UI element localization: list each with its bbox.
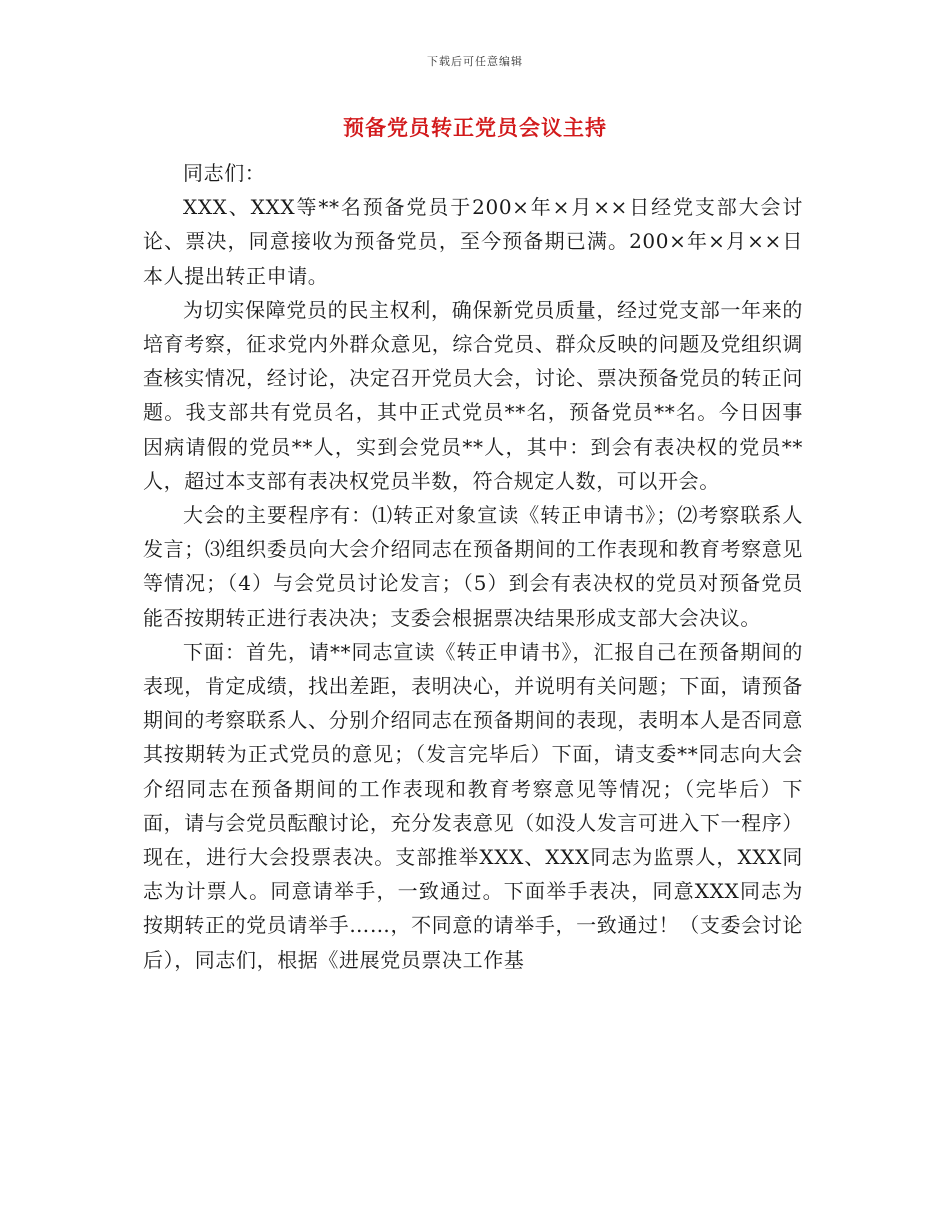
document-title: 预备党员转正党员会议主持: [343, 115, 607, 140]
paragraph-procedure: 大会的主要程序有：⑴转正对象宣读《转正申请书》；⑵考察联系人发言；⑶组织委员向大会介绍同志在预备期间的工作表现和教育考察意见等情况；（4）与会党员讨论发言；（5）到会有表决权的党员对预备党员能否按期转正进行表决决；支委会根据票决结果形成支部大会决议。: [143, 503, 803, 630]
header-note: 下载后可任意编辑: [427, 55, 523, 68]
paragraph-background: XXX、XXX等**名预备党员于200×年×月××日经党支部大会讨论、票决，同意接收为预备党员，至今预备期已满。200×年×月××日本人提出转正申请。: [143, 195, 803, 288]
document-body: [143, 156, 803, 977]
paragraph-proceedings: 下面：首先，请**同志宣读《转正申请书》，汇报自己在预备期间的表现，肯定成绩，找出差距，表明决心，并说明有关问题；下面，请预备期间的考察联系人、分别介绍同志在预备期间的表现，表明本人是否同意其按期转为正式党员的意见；（发言完毕后）下面，请支委**同志向大会介绍同志在预备期间的工作表现和教育考察意见等情况；（完毕后）下面，请与会党员酝酿讨论，充分发表意见（如没人发言可进入下一程序）现在，进行大会投票表决。支部推举XXX、XXX同志为监票人，XXX同志为计票人。同意请举手，一致通过。下面举手表决，同意XXX同志为按期转正的党员请举手……，不同意的请举手，一致通过！（支委会讨论后），同志们，根据《进展党员票决工作基: [143, 639, 803, 972]
paragraph-greeting: 同志们：: [183, 161, 266, 185]
paragraph-attendance: 为切实保障党员的民主权利，确保新党员质量，经过党支部一年来的培育考察，征求党内外群众意见，综合党员、群众反映的问题及党组织调查核实情况，经讨论，决定召开党员大会，讨论、票决预备党员的转正问题。我支部共有党员名，其中正式党员**名，预备党员**名。今日因事因病请假的党员**人，实到会党员**人，其中：到会有表决权的党员**人，超过本支部有表决权党员半数，符合规定人数，可以开会。: [143, 297, 803, 493]
